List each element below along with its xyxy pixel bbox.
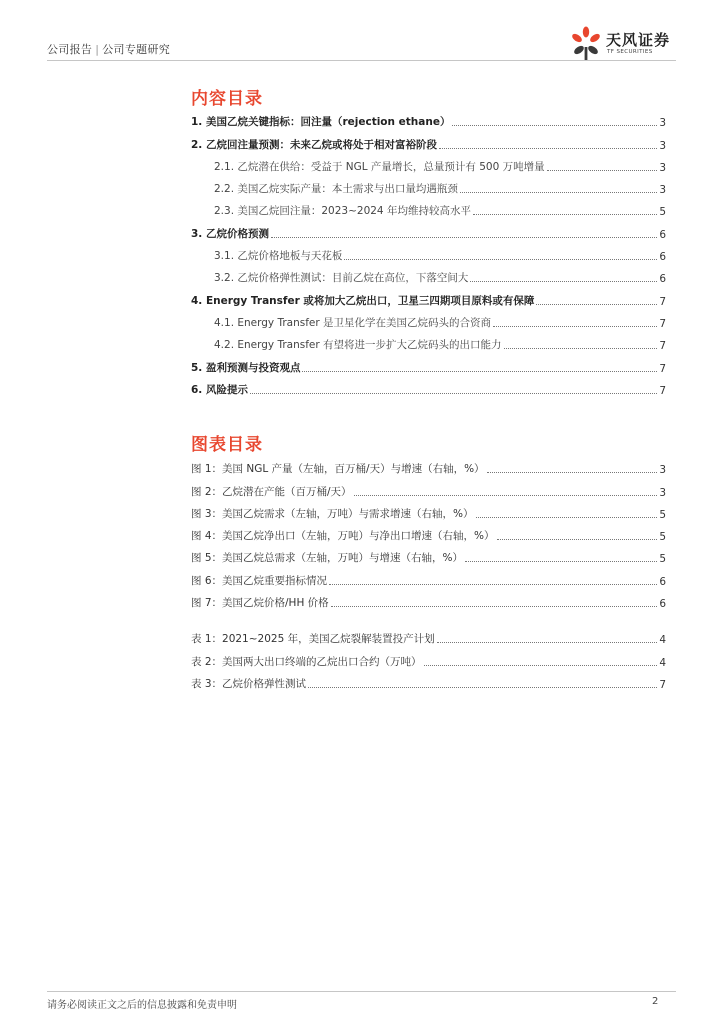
dot-leader — [424, 665, 658, 666]
toc-entry-text: 2.3. 美国乙烷回注量：2023~2024 年均维持较高水平 — [214, 205, 471, 218]
brand-logo — [568, 25, 678, 61]
table-entry[interactable] — [191, 646, 666, 668]
toc-entry-page: 7 — [659, 340, 666, 353]
toc-entry-text: 2.1. 乙烷潜在供给：受益于 NGL 产量增长，总量预计有 500 万吨增量 — [214, 160, 545, 173]
toc-entry[interactable] — [191, 107, 666, 129]
toc-entry-text: 6. 风险提示 — [191, 383, 248, 396]
dot-leader — [504, 348, 658, 349]
dot-leader — [470, 281, 657, 282]
toc-entry-text: 3. 乙烷价格预测 — [191, 227, 269, 240]
toc-subentry[interactable] — [191, 330, 666, 352]
toc-entry-text: 3.1. 乙烷价格地板与天花板 — [214, 250, 343, 263]
toc-subentry[interactable] — [191, 152, 666, 174]
toc-entry[interactable] — [191, 285, 666, 307]
toc-entry[interactable] — [191, 218, 666, 240]
toc-entry-text: 1. 美国乙烷关键指标：回注量（rejection ethane） — [191, 116, 451, 129]
toc-entry[interactable] — [191, 129, 666, 151]
dot-leader — [487, 472, 658, 473]
figure-entry-page: 6 — [659, 575, 666, 588]
header-separator: | — [95, 43, 100, 56]
dot-leader — [308, 687, 657, 688]
toc-subentry[interactable] — [191, 241, 666, 263]
footer-divider — [47, 991, 676, 992]
figure-entry[interactable] — [191, 565, 666, 587]
toc-title: 内容目录 — [191, 89, 263, 109]
figure-list — [191, 454, 666, 610]
table-entry-text: 表 2：美国两大出口终端的乙烷出口合约（万吨） — [191, 655, 422, 668]
figure-entry-page: 5 — [659, 508, 666, 521]
petal-flower-logo-icon — [568, 25, 604, 61]
toc-entry[interactable] — [191, 375, 666, 397]
table-entry-page: 7 — [659, 678, 666, 691]
toc-entry-page: 3 — [659, 139, 666, 152]
figure-entry-text: 图 4：美国乙烷净出口（左轴，万吨）与净出口增速（右轴，%） — [191, 530, 495, 543]
toc-entry-text: 2.2. 美国乙烷实际产量：本土需求与出口量均遇瓶颈 — [214, 183, 458, 196]
toc-entry-page: 6 — [659, 273, 666, 286]
dot-leader — [250, 393, 657, 394]
dot-leader — [271, 237, 657, 238]
report-header — [47, 41, 170, 57]
toc-entry-page: 3 — [659, 117, 666, 130]
figure-entry-page: 5 — [659, 531, 666, 544]
brand-name-en: TF SECURITIES — [607, 49, 653, 55]
figure-entry[interactable] — [191, 521, 666, 543]
figure-entry[interactable] — [191, 543, 666, 565]
dot-leader — [473, 214, 657, 215]
figure-entry[interactable] — [191, 454, 666, 476]
figure-entry-page: 6 — [659, 598, 666, 611]
toc-entry-page: 3 — [659, 161, 666, 174]
figure-entry-text: 图 7：美国乙烷价格/HH 价格 — [191, 597, 329, 610]
dot-leader — [460, 192, 657, 193]
toc-entry-page: 6 — [659, 228, 666, 241]
figure-entry-page: 3 — [659, 486, 666, 499]
toc-entry-page: 3 — [659, 184, 666, 197]
dot-leader — [344, 259, 657, 260]
figure-entry[interactable] — [191, 499, 666, 521]
table-entry-text: 表 1：2021~2025 年，美国乙烷裂解装置投产计划 — [191, 633, 435, 646]
dot-leader — [497, 539, 658, 540]
table-entry[interactable] — [191, 669, 666, 691]
toc-list — [191, 107, 666, 397]
report-subtype: 公司专题研究 — [102, 43, 171, 56]
figure-entry-text: 图 1：美国 NGL 产量（左轴，百万桶/天）与增速（右轴，%） — [191, 463, 485, 476]
figure-entry-page: 5 — [659, 553, 666, 566]
figure-entry-text: 图 5：美国乙烷总需求（左轴，万吨）与增速（右轴，%） — [191, 552, 463, 565]
toc-entry-page: 7 — [659, 362, 666, 375]
toc-entry-text: 4.1. Energy Transfer 是卫星化学在美国乙烷码头的合资商 — [214, 316, 492, 329]
figure-entry-text: 图 2：乙烷潜在产能（百万桶/天） — [191, 485, 352, 498]
table-entry-page: 4 — [659, 656, 666, 669]
report-type: 公司报告 — [47, 43, 93, 56]
toc-subentry[interactable] — [191, 263, 666, 285]
brand-name-cn: 天风证券 — [606, 31, 671, 49]
dot-leader — [476, 517, 658, 518]
toc-entry-text: 5. 盈利预测与投资观点 — [191, 361, 301, 374]
figures-title: 图表目录 — [191, 435, 263, 455]
figure-entry[interactable] — [191, 588, 666, 610]
toc-entry-text: 4. Energy Transfer 或将加大乙烷出口，卫星三四期项目原料或有保障 — [191, 294, 535, 307]
dot-leader — [493, 326, 657, 327]
toc-entry[interactable] — [191, 352, 666, 374]
dot-leader — [302, 371, 657, 372]
toc-entry-page: 7 — [659, 317, 666, 330]
dot-leader — [437, 642, 658, 643]
table-list — [191, 624, 666, 691]
table-entry-page: 4 — [659, 634, 666, 647]
page-number: 2 — [652, 996, 659, 1007]
dot-leader — [547, 170, 658, 171]
toc-subentry[interactable] — [191, 308, 666, 330]
figure-entry-text: 图 3：美国乙烷需求（左轴，万吨）与需求增速（右轴，%） — [191, 507, 474, 520]
figure-entry[interactable] — [191, 476, 666, 498]
figure-entry-text: 图 6：美国乙烷重要指标情况 — [191, 574, 328, 587]
table-entry[interactable] — [191, 624, 666, 646]
dot-leader — [452, 125, 657, 126]
dot-leader — [465, 561, 657, 562]
header-divider — [47, 60, 676, 61]
toc-entry-text: 4.2. Energy Transfer 有望将进一步扩大乙烷码头的出口能力 — [214, 339, 502, 352]
dot-leader — [536, 304, 657, 305]
toc-entry-text: 2. 乙烷回注量预测：未来乙烷或将处于相对富裕阶段 — [191, 138, 437, 151]
toc-entry-page: 7 — [659, 384, 666, 397]
table-entry-text: 表 3：乙烷价格弹性测试 — [191, 677, 307, 690]
figure-entry-page: 3 — [659, 464, 666, 477]
toc-subentry[interactable] — [191, 196, 666, 218]
toc-entry-text: 3.2. 乙烷价格弹性测试：目前乙烷在高位，下落空间大 — [214, 272, 469, 285]
dot-leader — [439, 148, 657, 149]
toc-entry-page: 6 — [659, 251, 666, 264]
dot-leader — [331, 606, 658, 607]
toc-entry-page: 5 — [659, 206, 666, 219]
footer-disclaimer: 请务必阅读正文之后的信息披露和免责申明 — [47, 1000, 237, 1011]
dot-leader — [354, 495, 658, 496]
toc-entry-page: 7 — [659, 295, 666, 308]
dot-leader — [329, 584, 657, 585]
toc-subentry[interactable] — [191, 174, 666, 196]
